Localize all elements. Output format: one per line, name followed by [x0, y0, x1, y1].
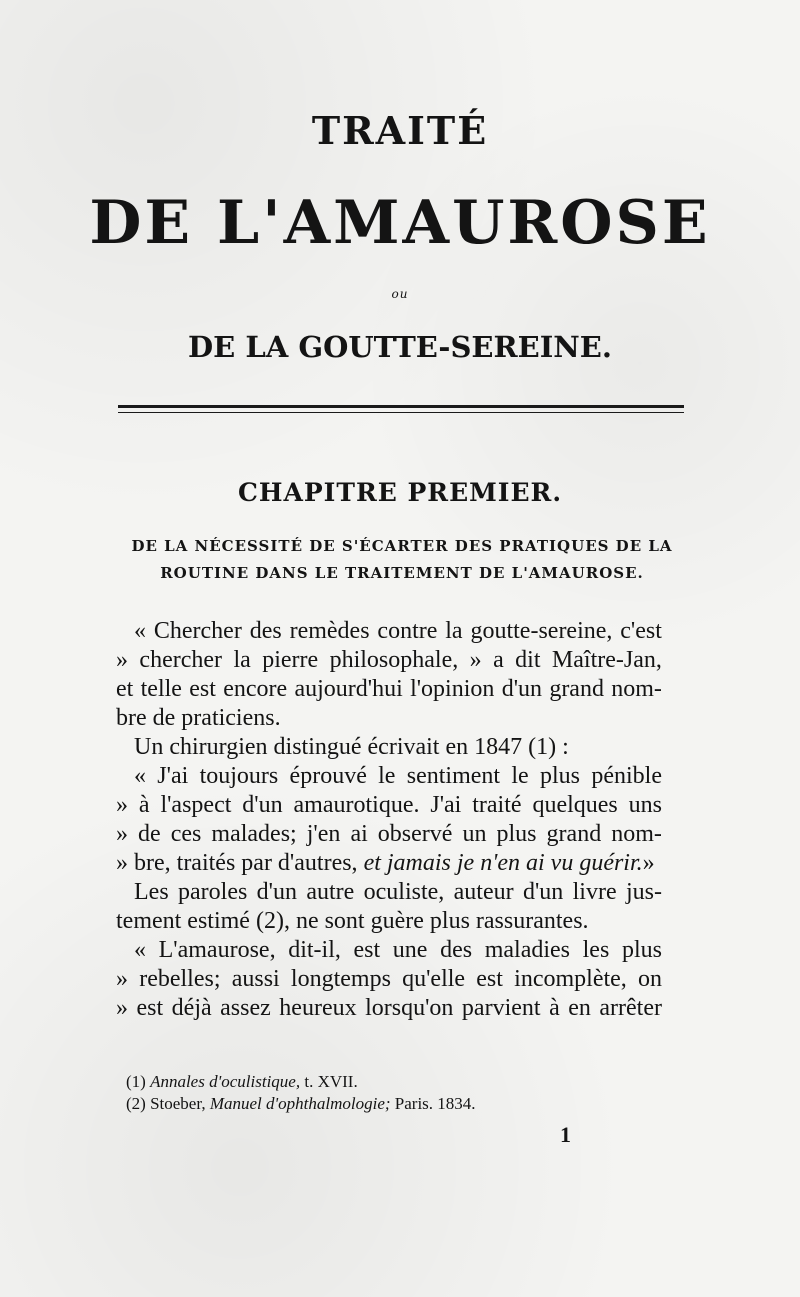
text-line: « J'ai toujours éprouvé le sentiment le plus pénible: [134, 763, 662, 789]
text-span: » bre, traités par d'autres,: [116, 850, 364, 876]
footnote-number: (2): [126, 1094, 146, 1113]
chapter-subtitle-line: DE LA NÉCESSITÉ DE S'ÉCARTER DES PRATIQUES DE LA: [131, 537, 673, 555]
footnote-title: Annales d'oculistique,: [150, 1072, 301, 1091]
text-line: Un chirurgien distingué écrivait en 1847 (1) :: [134, 734, 569, 760]
footnote-2: [126, 1093, 476, 1115]
text-line: tement estimé (2), ne sont guère plus rassurantes.: [116, 908, 589, 934]
chapter-subtitle: [116, 533, 688, 587]
footnotes: [126, 1071, 476, 1115]
footnote-author: Stoeber,: [150, 1094, 206, 1113]
text-line: « L'amaurose, dit-il, est une des maladies les plus: [134, 937, 662, 963]
chapter-subtitle-line: ROUTINE DANS LE TRAITEMENT DE L'AMAUROSE.: [160, 564, 644, 582]
footnote-number: (1): [126, 1072, 146, 1091]
text-line: [116, 849, 662, 878]
title-subtitle: DE LA GOUTTE-SEREINE.: [188, 330, 612, 364]
text-line: » est déjà assez heureux lorsqu'on parvient à en arrêter: [116, 995, 662, 1021]
text-span: »: [642, 850, 655, 876]
text-line: » de ces malades; j'en ai observé un plus grand nom-: [116, 821, 662, 847]
text-line: » à l'aspect d'un amaurotique. J'ai traité quelques uns: [116, 792, 662, 818]
page-number: 1: [560, 1122, 571, 1147]
footnote-rest: t. XVII.: [300, 1072, 358, 1091]
body-text: [116, 617, 662, 1023]
title-traite: TRAITÉ: [311, 108, 489, 153]
footnote-rest: Paris. 1834.: [390, 1094, 476, 1113]
divider-thick: [118, 405, 684, 408]
italic-quote: et jamais je n'en ai vu guérir.: [363, 850, 643, 876]
text-line: » chercher la pierre philosophale, » a dit Maître-Jan,: [116, 647, 662, 673]
footnote-title: Manuel d'ophthalmologie;: [209, 1094, 391, 1113]
divider-thin: [118, 412, 684, 413]
text-line: Les paroles d'un autre oculiste, auteur d'un livre jus-: [134, 879, 662, 905]
footnote-1: [126, 1071, 476, 1093]
title-main: DE L'AMAUROSE: [89, 188, 711, 258]
text-line: « Chercher des remèdes contre la goutte-sereine, c'est: [134, 618, 662, 644]
text-line: et telle est encore aujourd'hui l'opinion d'un grand nom-: [116, 676, 662, 702]
text-line: » rebelles; aussi longtemps qu'elle est incomplète, on: [116, 966, 662, 992]
chapter-heading: CHAPITRE PREMIER.: [237, 478, 563, 507]
text-line: bre de praticiens.: [116, 705, 281, 731]
title-ou: ou: [391, 287, 409, 301]
